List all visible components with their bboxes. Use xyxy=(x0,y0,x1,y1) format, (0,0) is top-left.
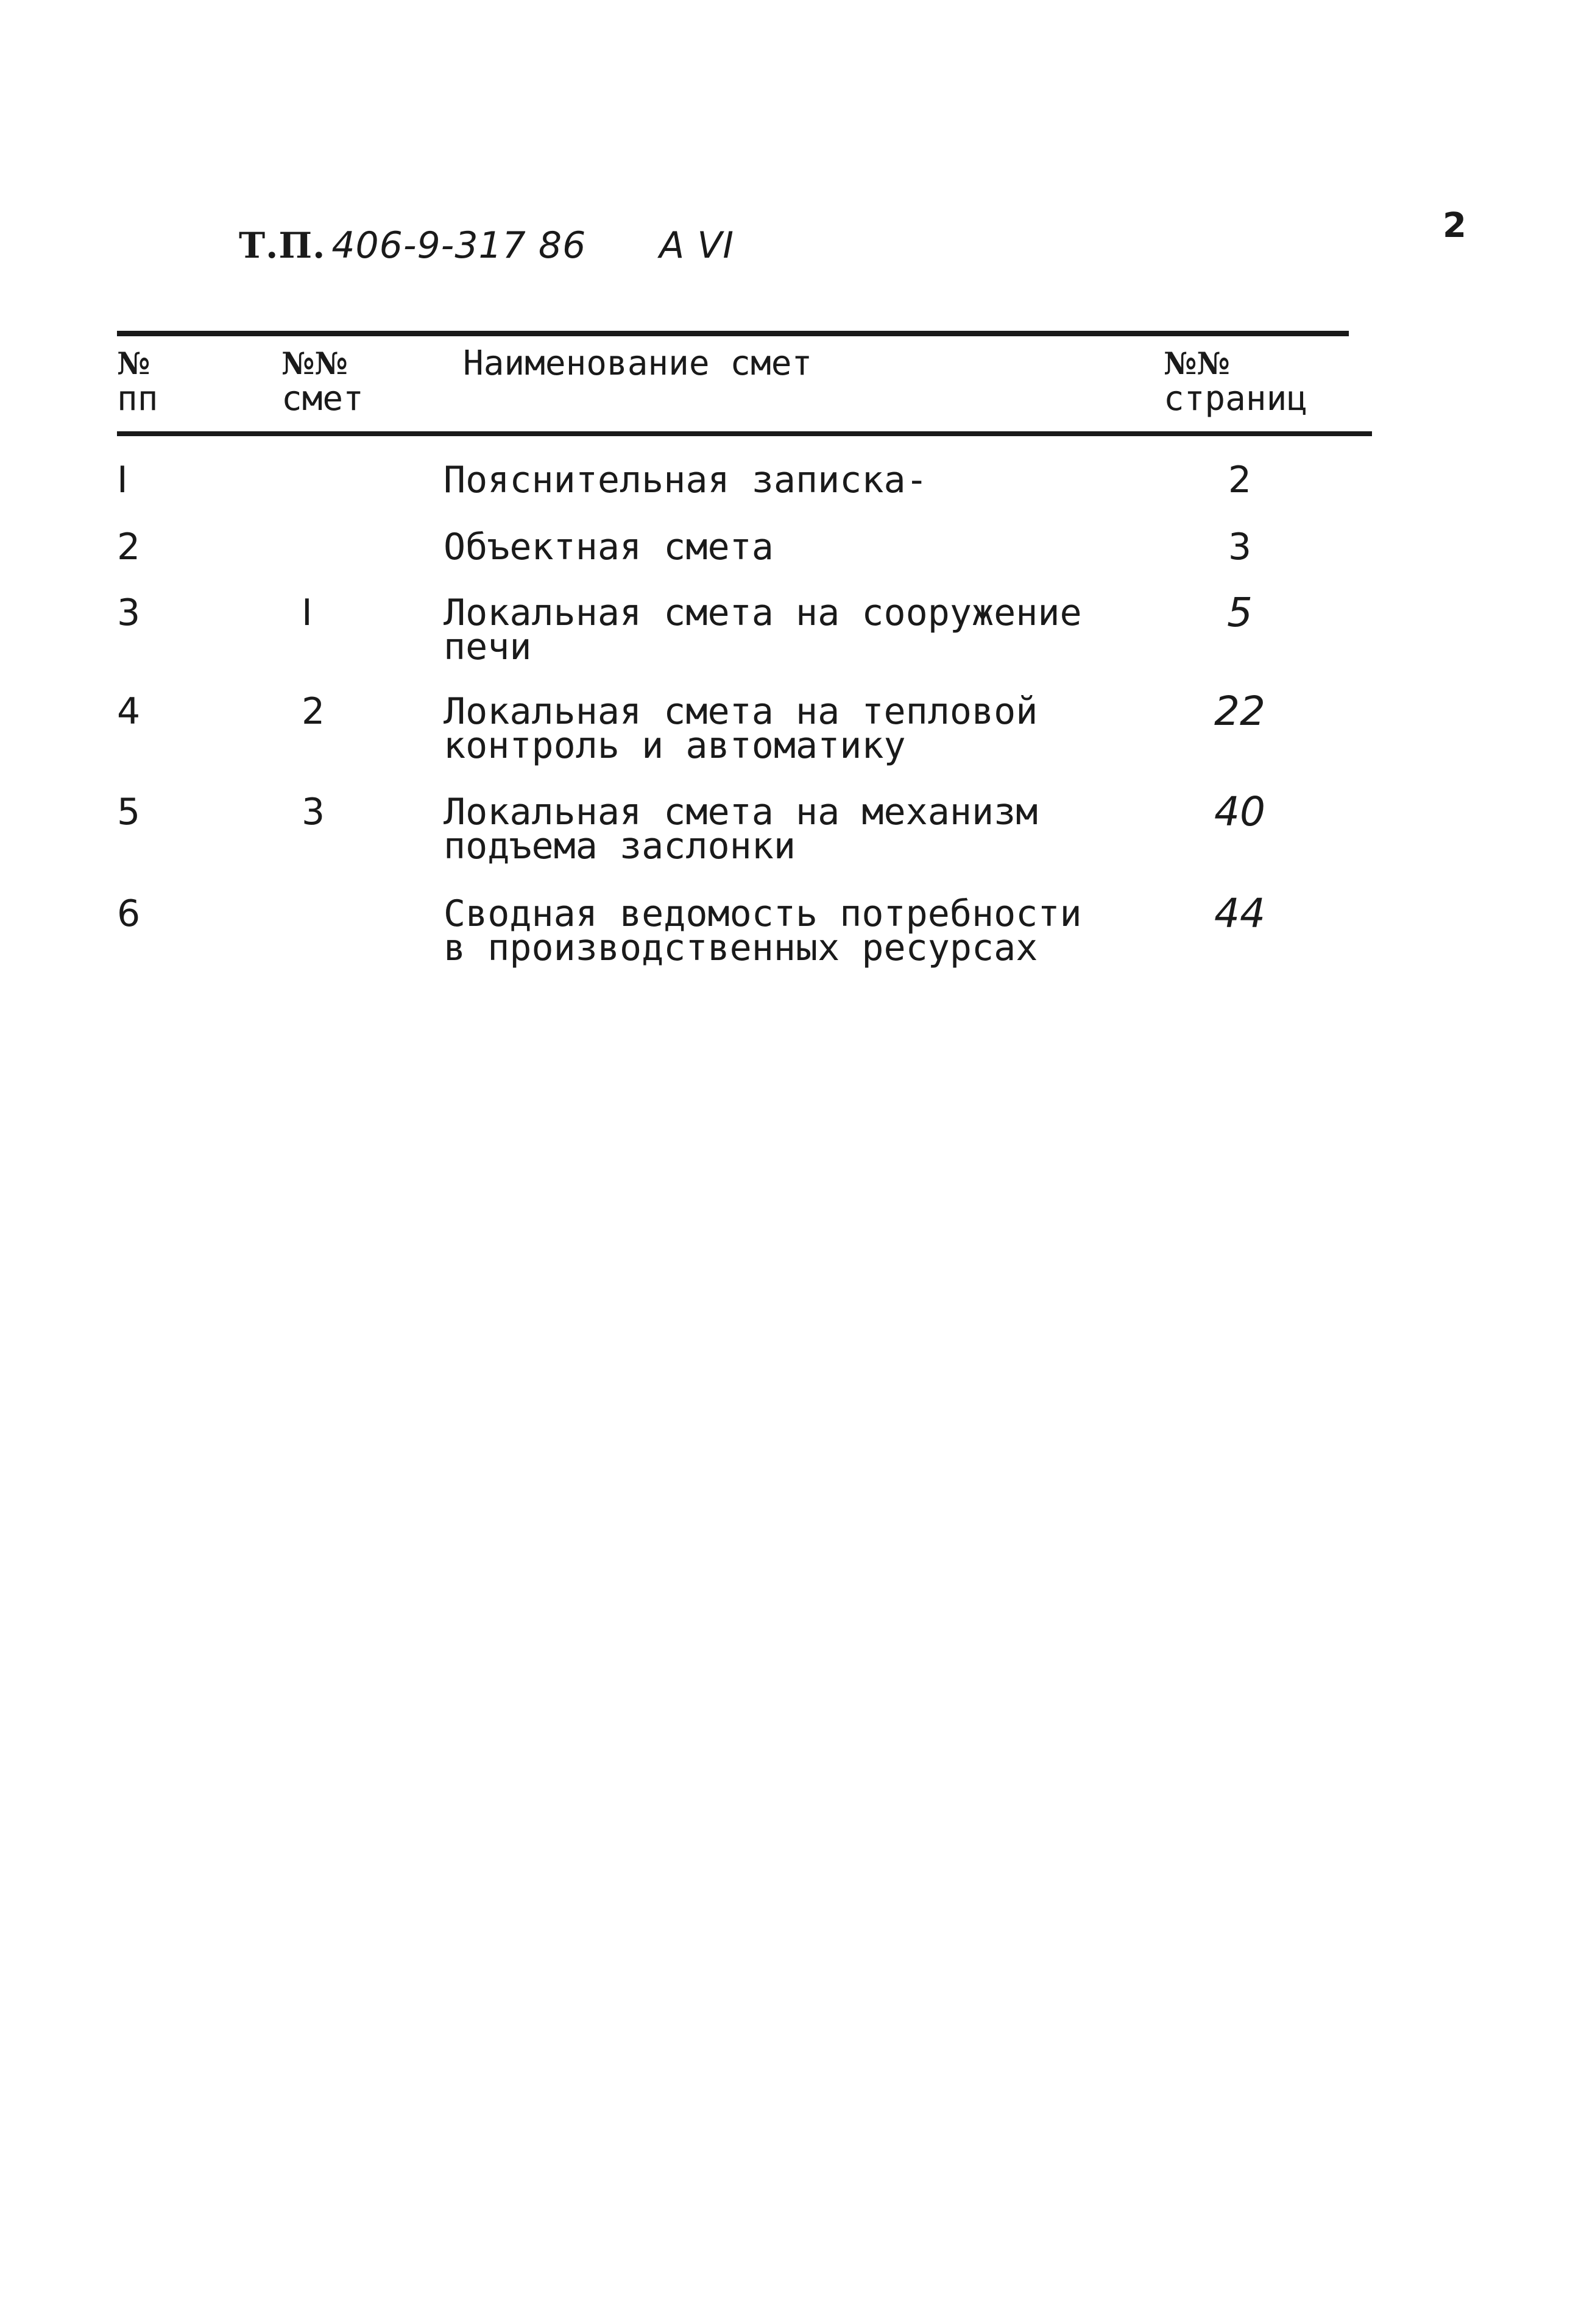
row-title xyxy=(444,592,1082,668)
row-title-line-2: контроль и автоматику xyxy=(444,724,906,767)
page-number: 2 xyxy=(1443,206,1466,245)
row-index: I xyxy=(117,459,128,501)
header-estimate-name xyxy=(463,346,812,381)
header-estimate-number xyxy=(281,346,364,417)
document-code xyxy=(239,224,734,267)
row-title-line-1: Локальная смета на сооружение xyxy=(444,592,1082,634)
row-index: 2 xyxy=(117,526,141,568)
document-series-handwritten: А VI xyxy=(659,224,735,267)
row-page: 40 xyxy=(1214,788,1265,835)
row-title xyxy=(444,892,1082,969)
row-title-line-1: Локальная смета на тепловой xyxy=(444,690,1038,733)
row-page: 5 xyxy=(1227,589,1253,636)
row-estimate-number: I xyxy=(302,592,313,634)
row-index: 6 xyxy=(117,892,141,935)
header-pages-label: страниц xyxy=(1164,379,1308,419)
row-title xyxy=(444,526,774,568)
table-top-rule xyxy=(117,331,1349,336)
header-pages xyxy=(1164,346,1307,417)
row-title xyxy=(444,690,1038,767)
row-index: 3 xyxy=(117,592,141,634)
header-row-number-label: пп xyxy=(117,379,158,419)
row-title-line-1: Объектная смета xyxy=(444,526,774,568)
table-header-rule xyxy=(117,431,1372,436)
row-title-line-1: Пояснительная записка- xyxy=(444,459,928,501)
row-estimate-number: 2 xyxy=(302,690,325,733)
row-page: 3 xyxy=(1228,526,1252,568)
row-title-line-1: Локальная смета на механизм xyxy=(444,791,1038,833)
row-index: 4 xyxy=(117,690,141,733)
row-title-line-1: Сводная ведомость потребности xyxy=(444,892,1082,935)
header-pages-mark: №№ xyxy=(1164,345,1230,381)
header-estimate-name-label: Наименование смет xyxy=(463,344,813,383)
row-page: 22 xyxy=(1214,688,1265,735)
header-row-number xyxy=(117,346,158,417)
document-code-handwritten: 406-9-317 86 xyxy=(331,224,587,267)
row-estimate-number: 3 xyxy=(302,791,325,833)
row-title xyxy=(444,459,928,501)
row-title-line-2: печи xyxy=(444,626,532,668)
header-estimate-number-mark: №№ xyxy=(281,345,348,381)
row-index: 5 xyxy=(117,791,141,833)
header-estimate-number-label: смет xyxy=(281,379,364,419)
row-title xyxy=(444,791,1038,867)
header-row-number-mark: № xyxy=(117,345,150,381)
document-code-prefix: Т.П. xyxy=(239,225,326,266)
row-title-line-2: подъема заслонки xyxy=(444,825,796,867)
row-page: 44 xyxy=(1214,890,1265,937)
row-page: 2 xyxy=(1228,459,1252,501)
row-title-line-2: в производственных ресурсах xyxy=(444,927,1038,969)
